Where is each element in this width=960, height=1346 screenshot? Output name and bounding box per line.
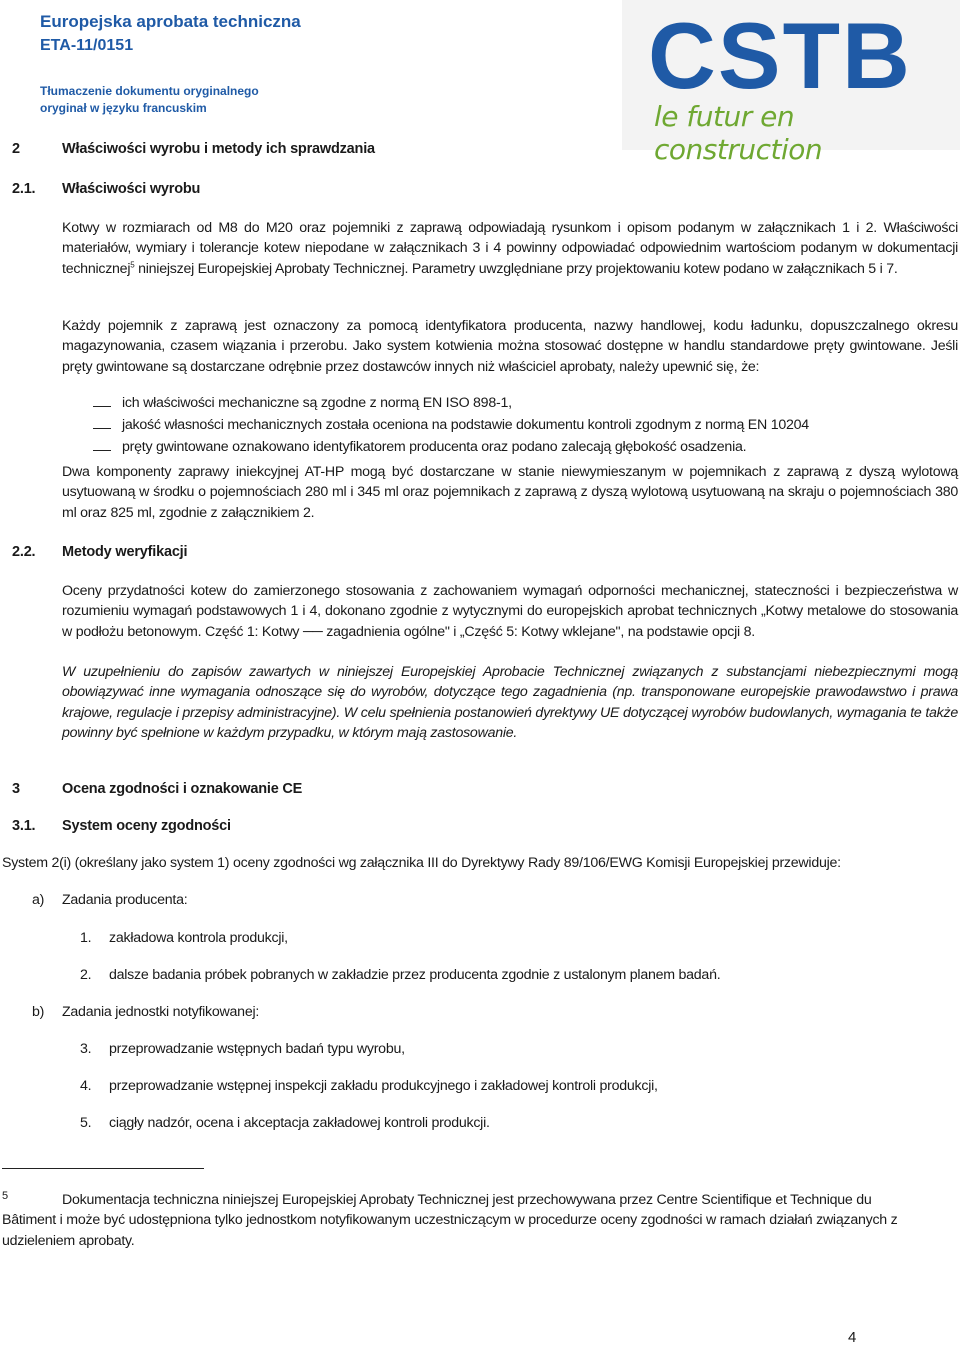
section-2-title: Właściwości wyrobu i metody ich sprawdzania [62,141,375,157]
notified-body-tasks-title: Zadania jednostki notyfikowanej: [62,1004,260,1020]
section-2-2-number: 2.2. [12,544,36,560]
footnote-number: 5 [2,1190,9,1202]
section-2-number: 2 [12,141,20,157]
section-3-1-number: 3.1. [12,818,36,834]
section-2-2-title: Metody weryfikacji [62,544,188,560]
list-label-b: b) [32,1004,45,1020]
list-item-number: 2. [80,967,92,983]
footnote-ref: 5 [130,259,135,269]
list-item-text: ciągły nadzór, ocena i akceptacja zakładowej kontroli produkcji. [109,1115,490,1131]
page-number: 4 [848,1329,857,1346]
paragraph-container-marking: Każdy pojemnik z zaprawą jest oznaczony za pomocą identyfikatora producenta, nazwy handlowej, kodu ładunku, dopuszczalnego okresu magazynowania, czasem wiązania i przerobu. Jako system kotwienia można stosować dostępne w handlu standardowe pręty gwintowane. Jeśli pręty gwintowane są dostarczane odrębnie przez dostawców innych niż właściciel aprobaty, należy upewnić się, że: [62,318,958,375]
document-title: Europejska aprobata techniczna [40,12,301,31]
list-item-number: 1. [80,930,92,946]
section-3-number: 3 [12,781,20,797]
cstb-logo-tagline: le futur en construction [654,100,823,166]
footnote-line-2: Bâtiment i może być udostępniona tylko jednostkom notyfikowanym uczestniczącym w procedurze oceny zgodności w ramach działań związanych z udzieleniem aprobaty. [2,1212,898,1249]
footnote-separator [2,1168,204,1169]
paragraph-dangerous-substances: W uzupełnieniu do zapisów zawartych w niniejszej Europejskiej Aprobacie Technicznej związanych z substancjami niebezpiecznymi mogą obowiązywać inne wymagania odnoszące się do wyrobów, dotyczące tego zagadnienia (np. transponowane europejskie prawodawstwo i prawa krajowe, regulacje i przepisy administracyjne). W celu spełnienia postanowień dyrektywy UE dotyczącej wyrobów budowlanych, wymagania te także powinny być spełnione w każdym przypadku, w którym mają zastosowanie. [62,664,958,741]
list-item-number: 4. [80,1078,92,1094]
paragraph-verification: Oceny przydatności kotew do zamierzonego stosowania z zachowaniem wymagań odporności mechanicznej, stateczności i bezpieczeństwa w rozumieniu wymagań podstawowych 1 i 4, dokonano zgodnie z wytycznymi do europejskich aprobat technicznych „Kotwy metalowe do stosowania w podłożu betonowym. Część 1: Kotwy ── zagadnienia ogólne" i „Część 5: Kotwy wklejane", na podstawie opcji 8. [62,583,958,640]
paragraph-text: niniejszej Europejskiej Aprobaty Technicznej. Parametry uwzględniane przy projektowaniu kotew podano w załącznikach 5 i 7. [134,260,898,277]
paragraph-anchor-properties [62,218,958,279]
section-2-1-title: Właściwości wyrobu [62,181,201,197]
list-item-number: 5. [80,1115,92,1131]
translation-note-1: Tłumaczenie dokumentu oryginalnego [40,84,259,98]
cstb-logo-text: CSTB [648,3,912,108]
eta-number: ETA-11/0151 [40,37,134,54]
paragraph-text: Kotwy w rozmiarach od M8 do M20 oraz pojemniki z zaprawą odpowiadają rysunkom i opisom podanym w załącznikach 1 i 2. Właściwości materiałów, wymiary i tolerancje kotew niepodane w załącznikach 3 i 4 powinny odpowiadać odpowiednim wartościom podanym w dokumentacji technicznej [62,220,958,277]
footnote-text [2,1190,947,1251]
footnote-line-1: Dokumentacja techniczna niniejszej Europejskiej Aprobaty Technicznej jest przechowywana przez Centre Scientifique et Technique du [62,1192,872,1208]
list-item-text: dalsze badania próbek pobranych w zakładzie przez producenta zgodnie z ustalonym planem badań. [109,967,721,983]
section-3-title: Ocena zgodności i oznakowanie CE [62,781,303,797]
translation-note-2: oryginał w języku francuskim [40,101,207,115]
paragraph-mortar-components: Dwa komponenty zaprawy iniekcyjnej AT-HP mogą być dostarczane w stanie niewymieszanym w pojemnikach z zaprawą z dyszą wylotową usytuowaną w środku o pojemnościach 280 ml i 345 ml oraz pojemnikach z zaprawą z dyszą wylotową usytuowaną na skraju o pojemnościach 380 ml oraz 825 ml, zgodnie z załącznikiem 2. [62,464,958,521]
list-item-text: przeprowadzanie wstępnej inspekcji zakładu produkcyjnego i zakładowej kontroli produkcji, [109,1078,658,1094]
section-3-1-title: System oceny zgodności [62,818,231,834]
list-item-number: 3. [80,1041,92,1057]
list-item-text: przeprowadzanie wstępnych badań typu wyrobu, [109,1041,405,1057]
bullet-item: ich właściwości mechaniczne są zgodne z normą EN ISO 898-1, [122,395,512,411]
bullet-item: jakość własności mechanicznych została oceniona na podstawie dokumentu kontroli zgodnym z normą EN 10204 [122,417,809,433]
manufacturer-tasks-title: Zadania producenta: [62,892,188,908]
list-item-text: zakładowa kontrola produkcji, [109,930,288,946]
list-label-a: a) [32,892,45,908]
system-intro: System 2(i) (określany jako system 1) oceny zgodności wg załącznika III do Dyrektywy Rady 89/106/EWG Komisji Europejskiej przewiduje: [2,855,841,871]
bullet-item: pręty gwintowane oznakowano identyfikatorem producenta oraz podano zalecają głębokość osadzenia. [122,439,747,455]
section-2-1-number: 2.1. [12,181,36,197]
cstb-logo [622,0,960,166]
